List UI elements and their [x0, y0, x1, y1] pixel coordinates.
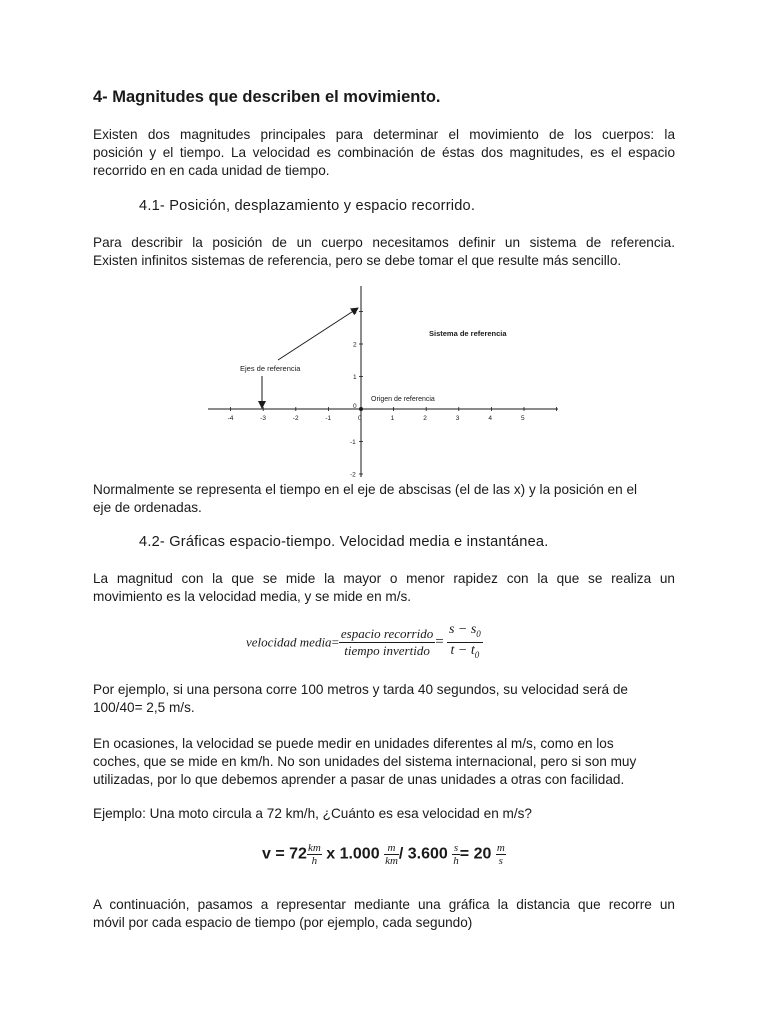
- conversion-v: v = 72: [262, 845, 307, 863]
- subscript: 0: [474, 649, 480, 660]
- fraction-denominator: tiempo invertido: [344, 642, 430, 658]
- fraction-denominator: [447, 643, 483, 663]
- intro-paragraph: [93, 126, 675, 180]
- fraction-km-h: [307, 842, 322, 867]
- fraction-denominator: km: [385, 855, 398, 867]
- conversion-formula: [262, 842, 506, 867]
- text-line: recorrido en en cada unidad de tiempo.: [93, 163, 330, 178]
- section-heading-4-1: 4.1- Posición, desplazamiento y espacio recorrido.: [139, 198, 476, 214]
- y-tick-label: 3: [353, 309, 357, 316]
- text-line: móvil por cada espacio de tiempo (por ejemplo, cada segundo): [93, 915, 473, 930]
- text-line: movimiento es la velocidad media, y se mide en m/s.: [93, 589, 412, 604]
- fraction-denominator: h: [453, 855, 459, 867]
- fraction-distance-time: [339, 626, 435, 659]
- conversion-times: x 1.000: [326, 845, 380, 863]
- x-tick-label: 2: [423, 415, 427, 422]
- x-tick-label: 4: [488, 415, 493, 422]
- section-1-paragraph: [93, 234, 675, 270]
- x-tick-label: 1: [390, 415, 395, 422]
- axes-arrow-up: [278, 308, 358, 360]
- fraction-denominator: s: [498, 855, 503, 867]
- page-title: 4- Magnitudes que describen el movimiento.: [93, 88, 441, 106]
- fraction-numerator: s: [453, 842, 459, 854]
- fraction-m-km: [384, 842, 399, 867]
- text-line: posición y el tiempo. La velocidad es combinación de éstas dos magnitudes, es el espacio: [93, 145, 675, 160]
- text-line: Normalmente se representa el tiempo en el eje de abscisas (el de las x) y la posición en el: [93, 482, 638, 497]
- x-tick-label: -4: [227, 415, 234, 422]
- example-moto-question: [93, 805, 675, 823]
- y-tick-label: -2: [350, 471, 356, 479]
- text-line: 100/40= 2,5 m/s.: [93, 700, 195, 715]
- fraction-numerator: m: [496, 842, 505, 854]
- text-line: coches, que se mide en km/h. No son unidades del sistema internacional, pero si son muy: [93, 754, 637, 769]
- section-2-paragraph: [93, 570, 675, 606]
- text-line: Existen dos magnitudes principales para determinar el movimiento de los cuerpos: la: [93, 127, 675, 142]
- x-tick-label: -2: [292, 415, 299, 422]
- fraction-numerator: [447, 622, 483, 643]
- fraction-s-h: [452, 842, 460, 867]
- x-tick-label: 3: [455, 415, 460, 422]
- origin-point: [359, 407, 363, 411]
- text-line: eje de ordenadas.: [93, 500, 202, 515]
- text-line: utilizadas, por lo que debemos aprender a pasar de unas unidades a otras con facilidad.: [93, 772, 625, 787]
- origin-tick-label: 0: [353, 403, 357, 410]
- text-line: En ocasiones, la velocidad se puede medir en unidades diferentes al m/s, como en los: [93, 736, 614, 751]
- x-tick-label: -3: [260, 415, 266, 422]
- reference-system-figure: [200, 282, 570, 482]
- x-tick-label: 5: [521, 415, 525, 422]
- mean-velocity-formula: [246, 622, 483, 663]
- y-tick-label: -1: [350, 439, 356, 446]
- after-figure-paragraph: [93, 481, 675, 517]
- axes-label: Ejes de referencia: [240, 364, 301, 373]
- formula-equals: =: [331, 634, 339, 650]
- figure-title: Sistema de referencia: [429, 329, 507, 338]
- fraction-denominator: h: [311, 855, 318, 867]
- formula-lhs: velocidad media: [246, 634, 332, 650]
- fraction-numerator: espacio recorrido: [340, 625, 434, 641]
- text-line: Por ejemplo, si una persona corre 100 metros y tarda 40 segundos, su velocidad será de: [93, 682, 628, 697]
- text-line: Ejemplo: Una moto circula a 72 km/h, ¿Cuánto es esa velocidad en m/s?: [93, 806, 532, 821]
- origin-label: Origen de referencia: [371, 396, 435, 403]
- fraction-delta-s-delta-t: [447, 622, 483, 663]
- fraction-m-s: [496, 842, 506, 867]
- example-run-paragraph: [93, 681, 675, 717]
- units-paragraph: [93, 735, 675, 789]
- numerator-text: s − s: [448, 622, 477, 637]
- closing-paragraph: [93, 896, 675, 932]
- x-tick-label: 0: [358, 415, 362, 422]
- text-line: Para describir la posición de un cuerpo necesitamos definir un sistema de referencia.: [93, 235, 675, 250]
- denominator-text: t − t: [450, 642, 475, 658]
- y-tick-label: 1: [353, 374, 357, 381]
- fraction-numerator: m: [384, 842, 399, 855]
- subscript: 0: [476, 628, 481, 639]
- formula-equals: =: [435, 633, 444, 650]
- text-line: Existen infinitos sistemas de referencia, pero se debe tomar el que resulte más sencillo.: [93, 253, 622, 268]
- fraction-numerator: km: [307, 842, 321, 854]
- x-tick-label: -1: [325, 415, 332, 422]
- text-line: La magnitud con la que se mide la mayor o menor rapidez con la que se realiza un: [93, 571, 675, 586]
- conversion-result: = 20: [459, 845, 492, 863]
- y-tick-label: 2: [353, 341, 357, 349]
- section-heading-4-2: 4.2- Gráficas espacio-tiempo. Velocidad media e instantánea.: [139, 534, 549, 550]
- text-line: A continuación, pasamos a representar mediante una gráfica la distancia que recorre un: [93, 897, 675, 912]
- conversion-divide: / 3.600: [398, 845, 448, 863]
